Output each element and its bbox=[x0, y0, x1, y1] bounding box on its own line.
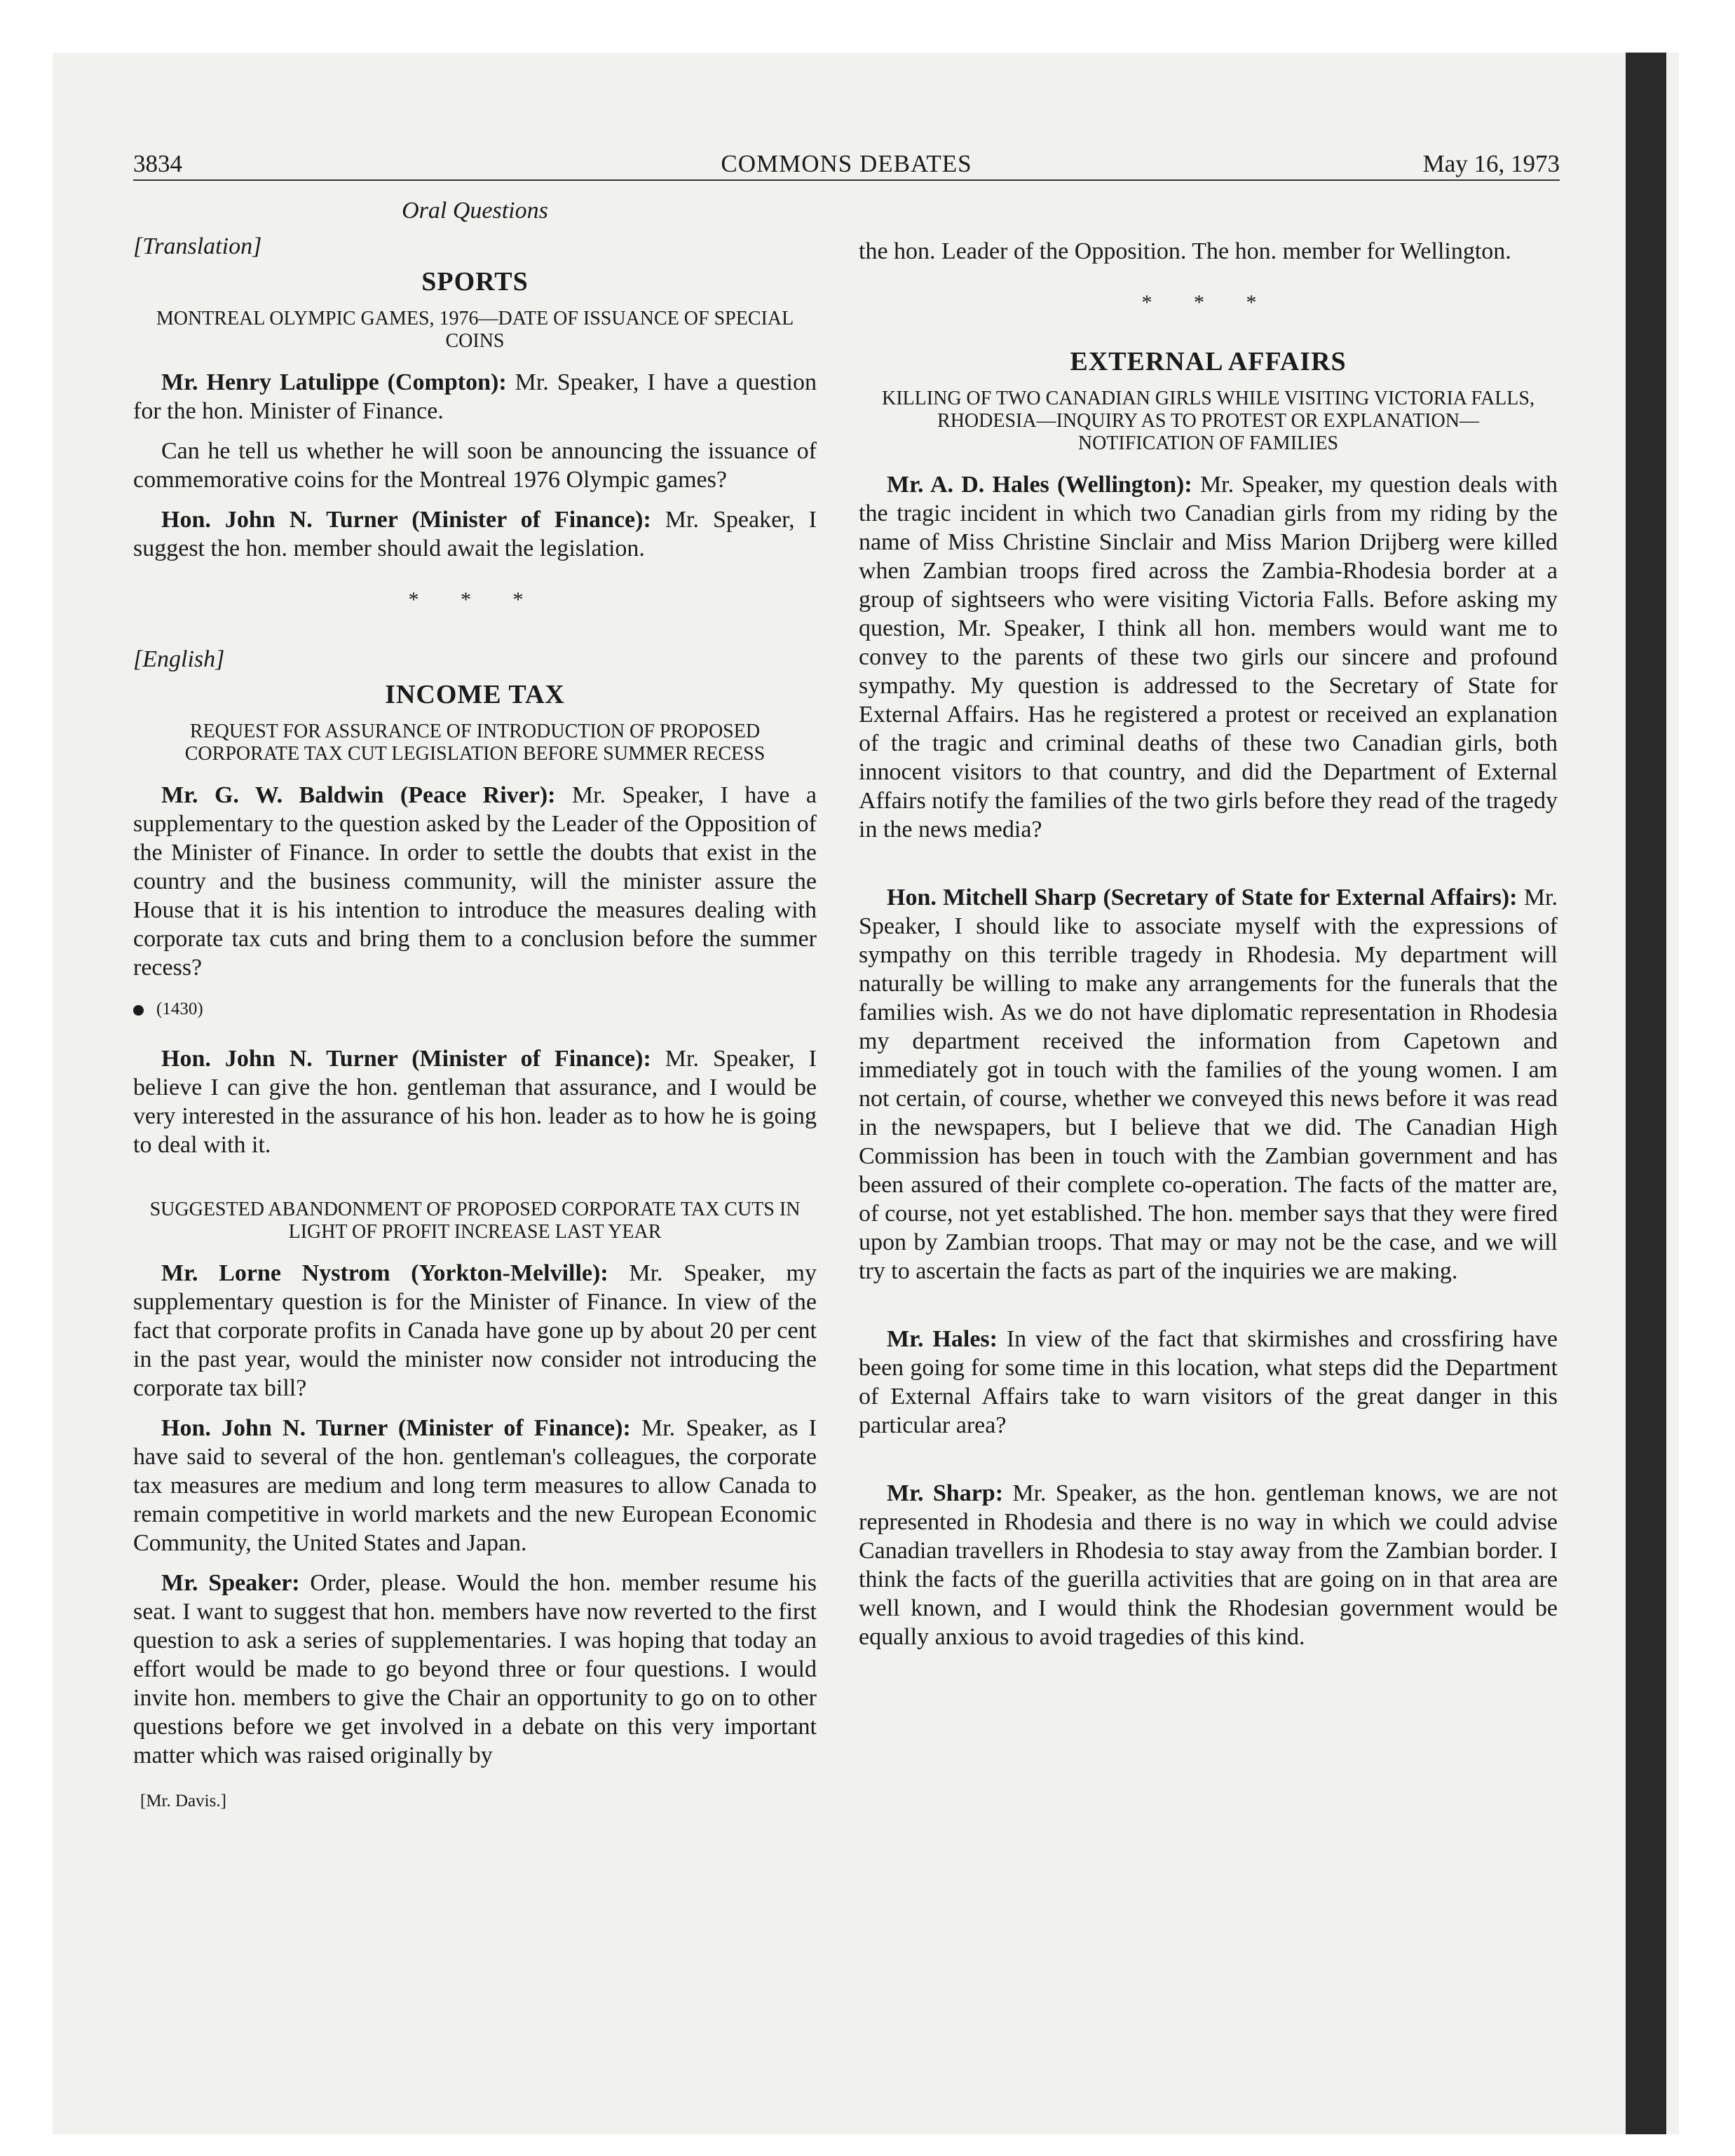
speaker-name: Mr. Hales: bbox=[887, 1326, 998, 1352]
speaker-name: Hon. John N. Turner (Minister of Finance): bbox=[161, 507, 651, 533]
speaker-name: Hon. John N. Turner (Minister of Finance): bbox=[161, 1046, 651, 1072]
section-heading: EXTERNAL AFFAIRS bbox=[1070, 347, 1347, 376]
scan-edge-bar bbox=[1626, 53, 1666, 2134]
speaker-name: Mr. Lorne Nystrom (Yorkton-Melville): bbox=[161, 1260, 608, 1286]
speech-paragraph bbox=[133, 368, 817, 425]
speech-paragraph bbox=[859, 237, 1558, 266]
speech-text: Mr. Speaker, as the hon. gentleman knows, we are not represented in Rhodesia and there is no way in which we could advise Canadian travellers in Rhodesia to stay away from the Zambian border. I think the facts of the guerilla activities that are going on in that area are well known, and I would think the Rhodesian government would be equally anxious to avoid tragedies of this kind. bbox=[859, 1480, 1558, 1650]
speech-paragraph bbox=[133, 1259, 817, 1403]
time-marker-text: (1430) bbox=[156, 999, 203, 1018]
speaker-name: Mr. Speaker: bbox=[161, 1570, 300, 1596]
speaker-name: Mr. A. D. Hales (Wellington): bbox=[887, 472, 1192, 498]
subheading: KILLING OF TWO CANADIAN GIRLS WHILE VISITING VICTORIA FALLS, RHODESIA—INQUIRY AS TO PROTEST OR EXPLANATION—NOTIFICATION OF FAMILIES bbox=[882, 388, 1535, 454]
bullet-icon bbox=[133, 1005, 144, 1016]
speaker-name: Mr. Sharp: bbox=[887, 1480, 1004, 1506]
speech-text: Order, please. Would the hon. member resume his seat. I want to suggest that hon. members have now reverted to the first question to ask a series of supplementaries. I was hoping that today an effort would be made to go beyond three or four questions. I would invite hon. members to give the Chair an opportunity to go on to other questions before we get involved in a debate on this very important matter which was raised originally by bbox=[133, 1570, 817, 1768]
speech-paragraph bbox=[859, 1325, 1558, 1440]
time-marker bbox=[133, 995, 817, 1023]
speech-text: Can he tell us whether he will soon be announcing the issuance of commemorative coins for the Montreal 1976 Olympic games? bbox=[133, 438, 817, 493]
right-column bbox=[859, 196, 1558, 1663]
subheading: MONTREAL OLYMPIC GAMES, 1976—DATE OF ISSUANCE OF SPECIAL COINS bbox=[156, 308, 794, 352]
page-number: 3834 bbox=[133, 150, 182, 177]
subheading: REQUEST FOR ASSURANCE OF INTRODUCTION OF PROPOSED CORPORATE TAX CUT LEGISLATION BEFORE SUMMER RECESS bbox=[184, 721, 766, 765]
speaker-name: Hon. John N. Turner (Minister of Finance): bbox=[161, 1415, 631, 1441]
speech-text: Mr. Speaker, I suggest the hon. member should await the legislation. bbox=[133, 507, 817, 561]
speech-text: Mr. Speaker, I believe I can give the hon. gentleman that assurance, and I would be very interested in the assurance of his hon. leader as to how he is going to deal with it. bbox=[133, 1046, 817, 1158]
speech-text: In view of the fact that skirmishes and crossfiring have been going for some time in this location, what steps did the Department of External Affairs take to warn visitors of the great danger in this particular area? bbox=[859, 1326, 1558, 1438]
speech-paragraph bbox=[133, 1569, 817, 1770]
speech-paragraph bbox=[859, 470, 1558, 844]
section-separator: * * * bbox=[1141, 291, 1275, 314]
speech-text: the hon. Leader of the Opposition. The hon. member for Wellington. bbox=[859, 238, 1511, 264]
speech-paragraph bbox=[859, 883, 1558, 1285]
speaker-name: Mr. Henry Latulippe (Compton): bbox=[161, 369, 507, 395]
speech-text: Mr. Speaker, my supplementary question is for the Minister of Finance. In view of the fact that corporate profits in Canada have gone up by about 20 per cent in the past year, would the minister now consider not introducing the corporate tax bill? bbox=[133, 1260, 817, 1401]
speech-text: Mr. Speaker, I have a supplementary to the question asked by the Leader of the Opposition of the Minister of Finance. In order to settle the doubts that exist in the country and the business community, will the minister assure the House that it is his intention to introduce the measures dealing with corporate tax cuts and bring them to a conclusion before the summer recess? bbox=[133, 782, 817, 981]
footnote: [Mr. Davis.] bbox=[140, 1792, 226, 1810]
debate-date: May 16, 1973 bbox=[1422, 150, 1560, 177]
left-column bbox=[133, 196, 817, 1815]
speech-paragraph bbox=[859, 1479, 1558, 1651]
language-note: [English] bbox=[133, 646, 225, 672]
speech-paragraph bbox=[133, 505, 817, 563]
publication-title: COMMONS DEBATES bbox=[721, 150, 972, 177]
speech-text: Mr. Speaker, I have a question for the hon. Minister of Finance. bbox=[133, 369, 817, 424]
section-label: Oral Questions bbox=[402, 198, 548, 224]
section-heading: SPORTS bbox=[421, 267, 529, 296]
section-heading: INCOME TAX bbox=[385, 680, 565, 709]
section-separator: * * * bbox=[408, 588, 542, 611]
speech-paragraph bbox=[133, 781, 817, 982]
speech-text: Mr. Speaker, as I have said to several of the hon. gentleman's colleagues, the corporate tax measures are medium and long term measures to allow Canada to remain competitive in world markets and the new European Economic Community, the United States and Japan. bbox=[133, 1415, 817, 1556]
speaker-name: Hon. Mitchell Sharp (Secretary of State for External Affairs): bbox=[887, 885, 1518, 910]
language-note: [Translation] bbox=[133, 233, 262, 259]
running-header bbox=[133, 147, 1560, 181]
speech-text: Mr. Speaker, my question deals with the tragic incident in which two Canadian girls from my riding by the name of Miss Christine Sinclair and Miss Marion Drijberg were killed when Zambian troops fired across the Zambia-Rhodesia border at a group of sightseers who were visiting Victoria Falls. Before asking my question, Mr. Speaker, I think all hon. members would want me to convey to the parents of these two girls our sincere and profound sympathy. My question is addressed to the Secretary of State for External Affairs. Has he registered a protest or received an explanation of the tragic and criminal deaths of these two Canadian girls, both innocent visitors to that country, and did the Department of External Affairs notify the families of the two girls before they read of the tragedy in the news media? bbox=[859, 472, 1558, 842]
subheading: SUGGESTED ABANDONMENT OF PROPOSED CORPORATE TAX CUTS IN LIGHT OF PROFIT INCREASE LAST YEAR bbox=[149, 1199, 801, 1243]
speech-paragraph bbox=[133, 437, 817, 494]
speech-paragraph bbox=[133, 1044, 817, 1159]
speech-paragraph bbox=[133, 1414, 817, 1557]
speaker-name: Mr. G. W. Baldwin (Peace River): bbox=[161, 782, 556, 808]
speech-text: Mr. Speaker, I should like to associate myself with the expressions of sympathy on this terrible tragedy in Rhodesia. My department will naturally be willing to make any arrangements for the funerals that the families wish. As we do not have diplomatic representation in Rhodesia my department received the information from Capetown and immediately got in touch with the families of the young women. I am not certain, of course, whether we conveyed this news before it was read in the newspapers, but I believe that we did. The Canadian High Commission has been in touch with the Zambian government and has been assured of their complete co-operation. The facts of the matter are, of course, not yet established. The hon. member says that they were fired upon by Zambian troops. That may or may not be the case, and we will try to ascertain the facts as part of the inquiries we are making. bbox=[859, 885, 1558, 1284]
